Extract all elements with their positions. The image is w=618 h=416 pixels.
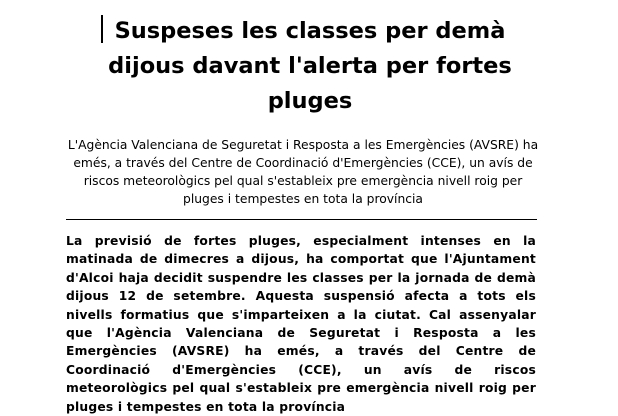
section-divider (66, 219, 537, 220)
article-headline[interactable]: Suspeses les classes per demà dijous davant l'alerta per fortes pluges (108, 18, 512, 114)
article-subheadline[interactable]: L'Agència Valenciana de Seguretat i Resposta a les Emergències (AVSRE) ha emés, a través del Centre de Coordinació d'Emergències (CCE), un avís de riscos meteorològics pel qual s'estableix pre emergència nivell roig per pluges i tempestes en tota la província (67, 138, 539, 206)
article-body[interactable]: La previsió de fortes pluges, especialment intenses en la matinada de dimecres a dijous, ha comportat que l'Ajuntament d'Alcoi haja decidit suspendre les classes per la jornada de demà dijous 12 de setembre. Aquesta suspensió afecta a tots els nivells formatius que s'imparteixen a la ciutat. Cal assenyalar que l'Agència Valenciana de Seguretat i Resposta a les Emergències (AVSRE) ha emés, a través del Centre de Coordinació d'Emergències (CCE), un avís de riscos meteorològics pel qual s'estableix pre emergència nivell roig per pluges i tempestes en tota la província (66, 234, 536, 414)
text-cursor (101, 15, 103, 43)
